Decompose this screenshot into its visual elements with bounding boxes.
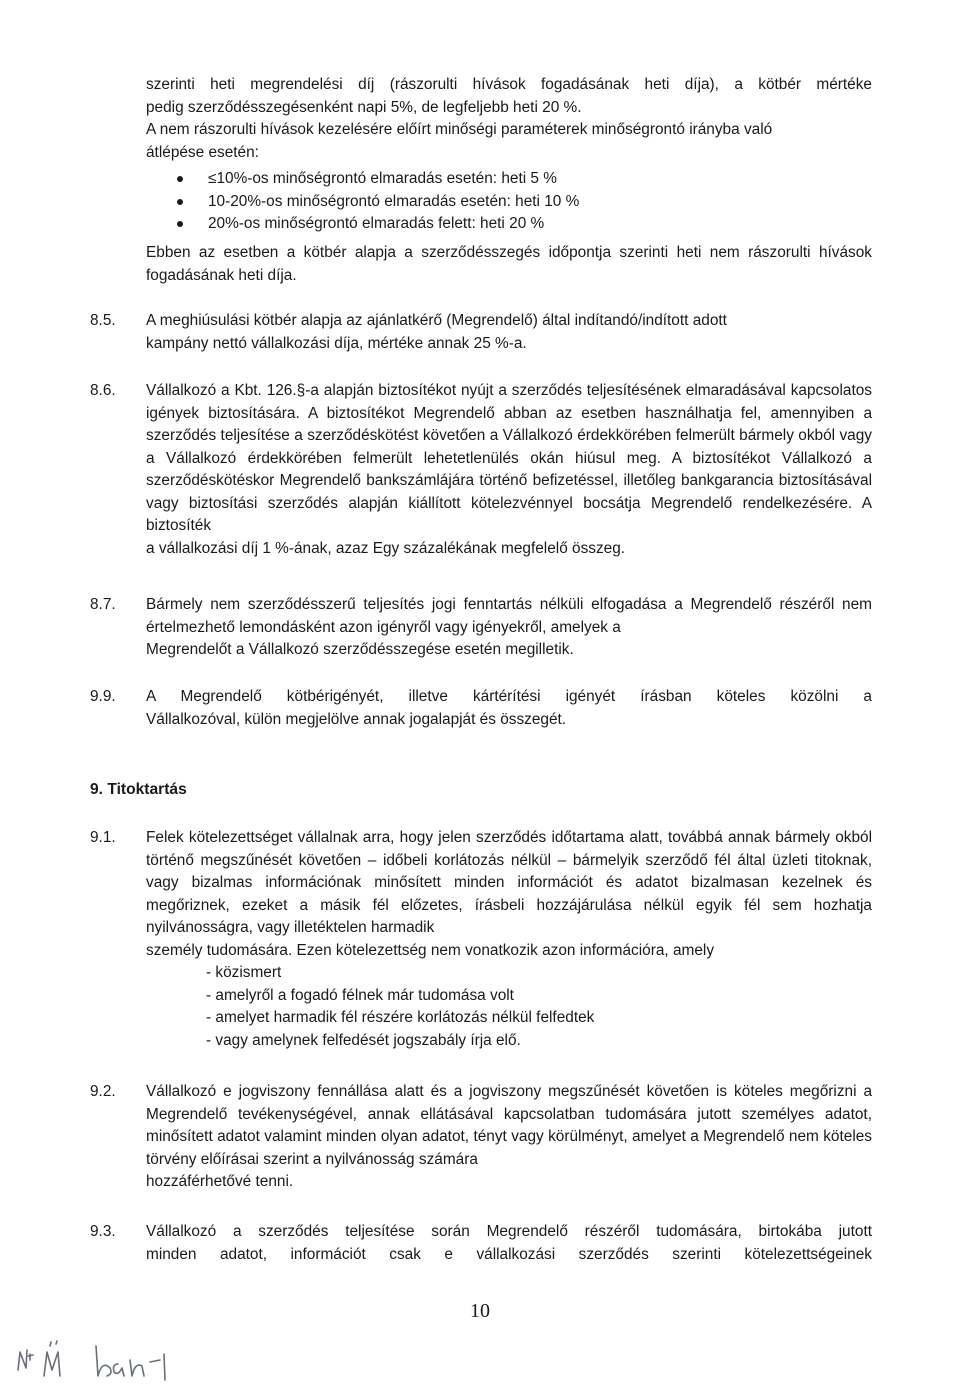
bullet-icon: [177, 176, 183, 182]
section-8-5: [90, 310, 872, 355]
intro-line: A nem rászorulti hívások kezelésére előírt minőségi paraméterek minőségrontó irányba való: [146, 121, 773, 138]
list-item: - amelyről a fogadó félnek már tudomása volt: [206, 986, 514, 1004]
exception-list: [146, 962, 872, 1052]
section-9-2: [90, 1081, 872, 1194]
intro-line: pedig szerződésszegésenként napi 5%, de legfeljebb heti 20 %.: [146, 98, 582, 116]
list-item: 20%-os minőségrontó elmaradás felett: heti 20 %: [174, 213, 774, 236]
intro-line: átlépése esetén:: [146, 143, 259, 161]
section-body: Bármely nem szerződésszerű teljesítés jogi fenntartás nélküli elfogadása a Megrendelő részéről nem értelmezhető lemondásként azon igényről vagy igényekről, amelyek a Megrendelőt a Vállalkozó szerződésszegése esetén megilletik.: [146, 596, 872, 658]
page-number: 10: [470, 1300, 490, 1322]
section-9-3: [90, 1221, 872, 1266]
list-item: - közismert: [206, 964, 282, 981]
intro-line: szerinti heti megrendelési díj (rászorulti hívások fogadásának heti díja), a kötbér mértéke: [146, 76, 872, 93]
list-item: ≤10%-os minőségrontó elmaradás esetén: heti 5 %: [174, 168, 774, 191]
section-body: Felek kötelezettséget vállalnak arra, hogy jelen szerződés időtartama alatt, továbbá annak bármely okból történő megszűnését követően – időbeli korlátozás nélkül – bármelyik szerződő fél által üzleti titoknak, vagy bizalmas információnak minősített minden információt és adatot bizalmasan kezelnek és megőriznek, ezeket a másik fél előzetes, írásbeli hozzájárulása nélkül egyik fél sem hozhatja nyilvánosságra, vagy illetéktelen harmadik személy tudomására. Ezen kötelezettség nem vonatkozik azon információra, amely - közismert - amelyről a fogadó félnek már tudomása volt - amelyet harmadik fél részére korlátozás nélkül felfedtek - vagy amelynek felfedését jogszabály írja elő.: [146, 827, 872, 1052]
section-body: A meghiúsulási kötbér alapja az ajánlatkérő (Megrendelő) által indítandó/indított adott kampány nettó vállalkozási díja, mértéke annak 25 %-a.: [146, 312, 727, 352]
section-8-7: [90, 594, 872, 662]
section-heading-titoktartas: 9. Titoktartás: [90, 781, 187, 798]
section-9-9: [90, 686, 872, 731]
section-body: A Megrendelő kötbérigényét, illetve kártérítési igényét írásban köteles közölni a Vállalkozóval, külön megjelölve annak jogalapját és összegét.: [146, 688, 872, 728]
list-item: - amelyet harmadik fél részére korlátozás nélkül felfedtek: [206, 1009, 595, 1026]
section-8-6: [90, 380, 872, 560]
section-number: 8.7.: [90, 596, 116, 613]
list-item: - vagy amelynek felfedését jogszabály írja elő.: [206, 1031, 521, 1049]
section-number: 9.2.: [90, 1083, 116, 1100]
penalty-bullet-list: [174, 168, 774, 236]
list-item: 10-20%-os minőségrontó elmaradás esetén: heti 10 %: [174, 191, 774, 214]
section-number: 9.3.: [90, 1223, 116, 1240]
bullet-icon: [177, 221, 183, 227]
section-number: 8.6.: [90, 382, 116, 399]
section-9-1: [90, 827, 872, 1052]
section-number: 9.1.: [90, 829, 116, 846]
section-number: 9.9.: [90, 688, 116, 705]
handwritten-initials-icon: [14, 1330, 184, 1385]
intro-paragraph: [146, 74, 872, 164]
bullet-icon: [177, 199, 183, 205]
section-body: Vállalkozó e jogviszony fennállása alatt és a jogviszony megszűnését követően is köteles megőrizni a Megrendelő tevékenységével, annak ellátásával kapcsolatban tudomására jutott személyes adatot, minősített adatot valamint minden olyan adatot, tényt vagy körülményt, amelyet a Megrendelő nem köteles törvény előírásai szerint a nyilvánosság számára hozzáférhetővé tenni.: [146, 1083, 872, 1190]
section-body: Vállalkozó a szerződés teljesítése során Megrendelő részéről tudomására, birtokába jutott minden adatot, információt csak e vállalkozási szerződés szerinti kötelezettségeinek: [146, 1223, 872, 1263]
penalty-base-paragraph: Ebben az esetben a kötbér alapja a szerződésszegés időpontja szerinti heti nem rászorulti hívások fogadásának heti díja.: [146, 244, 872, 284]
section-number: 8.5.: [90, 312, 116, 329]
section-body: Vállalkozó a Kbt. 126.§-a alapján biztosítékot nyújt a szerződés teljesítésének elmaradásával kapcsolatos igények biztosítására. A biztosítékot Megrendelő abban az esetben használhatja fel, amennyiben a szerződés teljesítése a szerződéskötést követően a Vállalkozó érdekkörében felmerült bármely okból vagy a Vállalkozó érdekkörében felmerült lehetetlenülés okán hiúsul meg. A biztosítékot Vállalkozó a szerződéskötéskor Megrendelő bankszámlájára történő befizetéssel, illetőleg bankgarancia biztosításával vagy biztosítási szerződés alapján kiállított kötelezvénnyel bocsátja Megrendelő rendelkezésére. A biztosíték a vállalkozási díj 1 %-ának, azaz Egy százalékának megfelelő összeg.: [146, 382, 872, 557]
